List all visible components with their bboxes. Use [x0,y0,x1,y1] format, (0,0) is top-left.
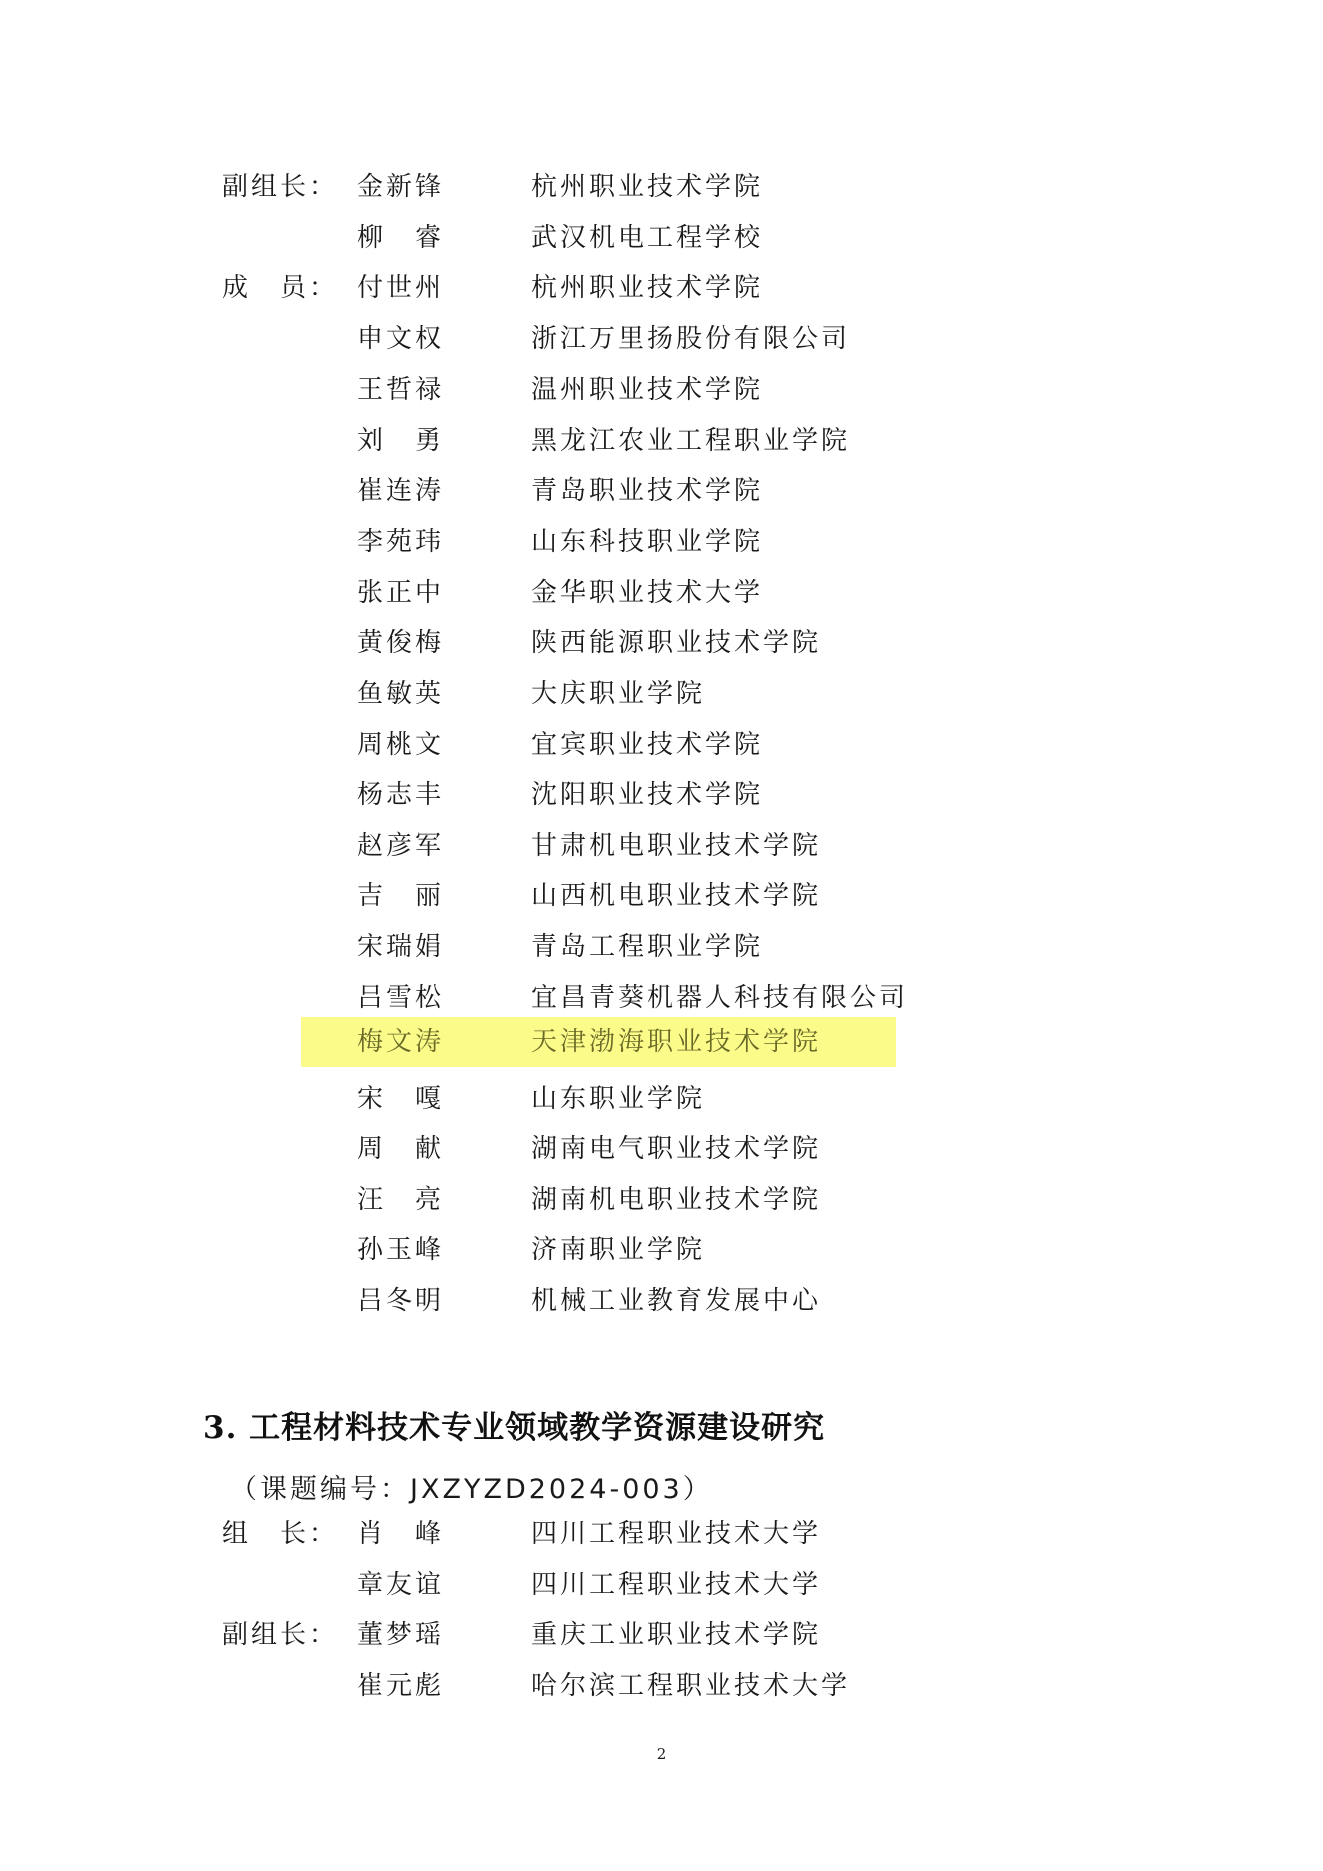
member-name: 申文权 [357,324,445,354]
member-name: 章友谊 [357,1570,445,1600]
member-organization: 山东科技职业学院 [531,527,764,557]
member-row [0,669,1323,719]
member-organization: 湖南机电职业技术学院 [531,1185,822,1215]
member-name: 赵彦军 [357,831,445,861]
member-row [0,416,1323,466]
member-organization: 温州职业技术学院 [531,375,764,405]
member-row [0,1661,1323,1711]
member-row [0,1225,1323,1275]
page-number: 2 [656,1745,667,1763]
member-row [0,162,1323,212]
member-row [0,973,1323,1023]
member-row [0,1074,1323,1124]
member-name: 付世州 [357,273,445,303]
member-organization: 哈尔滨工程职业技术大学 [531,1671,851,1701]
member-role: 组 长： [222,1519,339,1549]
member-row [0,466,1323,516]
member-name: 柳 睿 [357,223,445,253]
member-organization: 杭州职业技术学院 [531,273,764,303]
member-organization: 浙江万里扬股份有限公司 [531,324,851,354]
member-name: 吕雪松 [357,983,445,1013]
member-name: 黄俊梅 [357,628,445,658]
member-organization: 四川工程职业技术大学 [531,1519,822,1549]
member-row [0,517,1323,567]
member-name: 金新锋 [357,172,445,202]
member-organization: 山东职业学院 [531,1084,706,1114]
member-row [0,1610,1323,1660]
member-organization: 杭州职业技术学院 [531,172,764,202]
member-organization: 青岛职业技术学院 [531,476,764,506]
member-organization: 黑龙江农业工程职业学院 [531,426,851,456]
member-row [0,568,1323,618]
member-row [0,1509,1323,1559]
member-organization: 天津渤海职业技术学院 [531,1027,822,1057]
member-row-highlighted [0,1017,1323,1067]
member-row [0,720,1323,770]
member-row [0,770,1323,820]
member-name: 周 献 [357,1134,445,1164]
member-organization: 陕西能源职业技术学院 [531,628,822,658]
member-name: 董梦瑶 [357,1620,445,1650]
member-name: 杨志丰 [357,780,445,810]
member-role: 副组长： [222,1620,339,1650]
member-row [0,263,1323,313]
member-organization: 机械工业教育发展中心 [531,1286,822,1316]
member-name: 王哲禄 [357,375,445,405]
member-name: 李苑玮 [357,527,445,557]
member-role: 成 员： [222,273,339,303]
member-name: 吉 丽 [357,881,445,911]
member-row [0,1560,1323,1610]
member-row [0,213,1323,263]
subject-code: （课题编号：JXZYZD2024-003） [230,1474,713,1505]
member-organization: 宜宾职业技术学院 [531,730,764,760]
member-row [0,314,1323,364]
member-name: 梅文涛 [357,1027,445,1057]
member-name: 周桃文 [357,730,445,760]
member-name: 崔元彪 [357,1671,445,1701]
member-organization: 山西机电职业技术学院 [531,881,822,911]
member-organization: 武汉机电工程学校 [531,223,764,253]
member-organization: 宜昌青葵机器人科技有限公司 [531,983,909,1013]
member-row [0,871,1323,921]
member-name: 鱼敏英 [357,679,445,709]
member-name: 宋 嘎 [357,1084,445,1114]
member-name: 汪 亮 [357,1185,445,1215]
member-organization: 湖南电气职业技术学院 [531,1134,822,1164]
member-row [0,365,1323,415]
member-row [0,1124,1323,1174]
member-row [0,821,1323,871]
member-organization: 大庆职业学院 [531,679,706,709]
member-name: 吕冬明 [357,1286,445,1316]
member-row [0,1276,1323,1326]
member-name: 孙玉峰 [357,1235,445,1265]
member-organization: 沈阳职业技术学院 [531,780,764,810]
member-organization: 金华职业技术大学 [531,578,764,608]
member-name: 崔连涛 [357,476,445,506]
member-organization: 重庆工业职业技术学院 [531,1620,822,1650]
member-name: 肖 峰 [357,1519,445,1549]
member-organization: 青岛工程职业学院 [531,932,764,962]
member-row [0,618,1323,668]
member-row [0,1175,1323,1225]
member-name: 张正中 [357,578,445,608]
member-name: 宋瑞娟 [357,932,445,962]
member-organization: 四川工程职业技术大学 [531,1570,822,1600]
member-organization: 济南职业学院 [531,1235,706,1265]
member-organization: 甘肃机电职业技术学院 [531,831,822,861]
member-row [0,922,1323,972]
member-name: 刘 勇 [357,426,445,456]
member-role: 副组长： [222,172,339,202]
section-title: 3. 工程材料技术专业领域教学资源建设研究 [203,1410,826,1446]
